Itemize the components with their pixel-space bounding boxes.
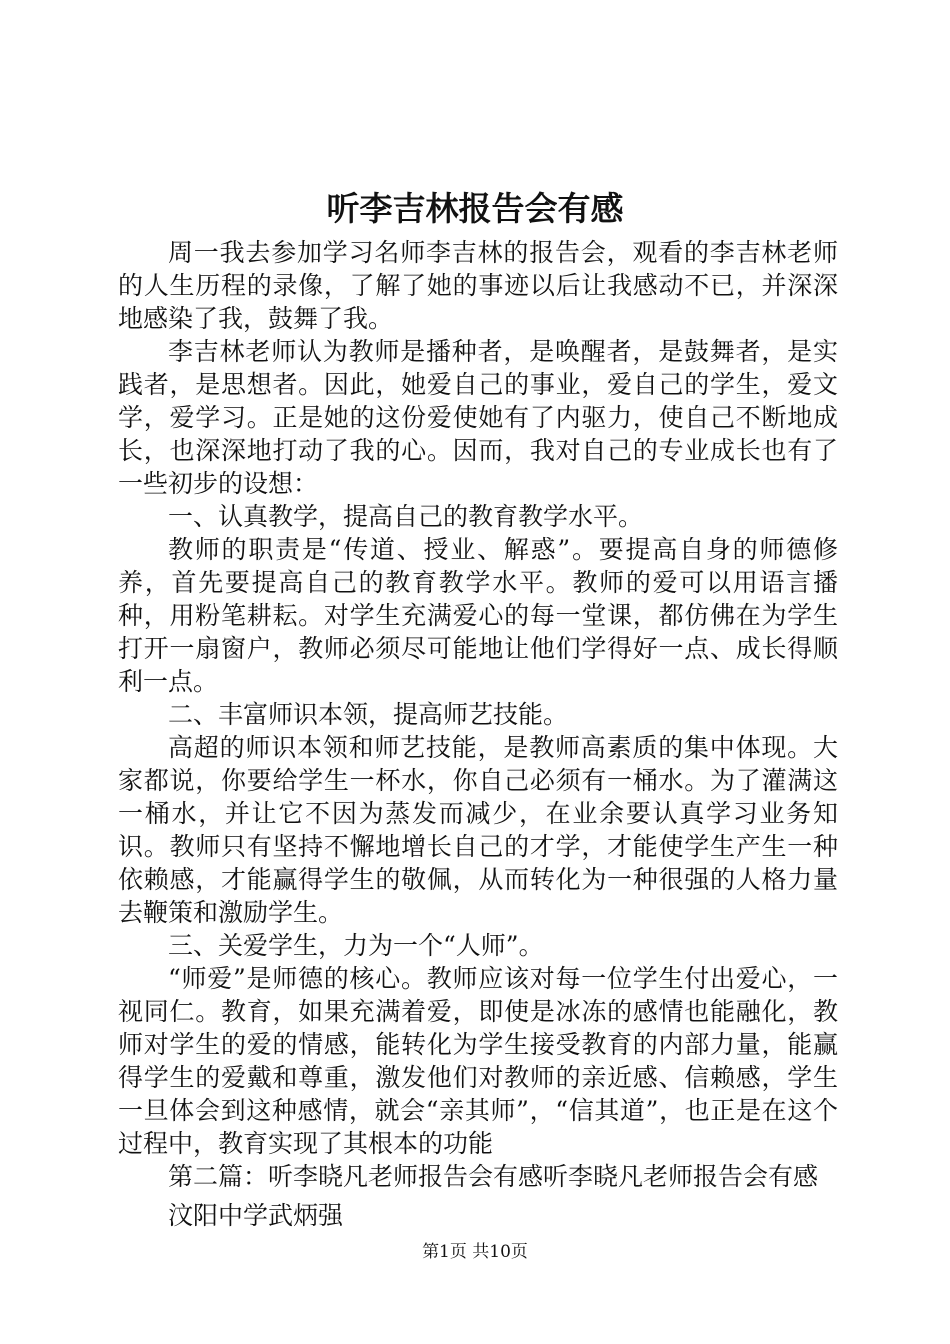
paragraph-section-2: 高超的师识本领和师艺技能，是教师高素质的集中体现。大家都说，你要给学生一杯水，你自己必须有一桶水。为了灌满这一桶水，并让它不因为蒸发而减少，在业余要认真学习业务知识。教师只有坚持不懈地增长自己的才学，才能使学生产生一种依赖感，才能赢得学生的敬佩，从而转化为一种很强的人格力量去鞭策和激励学生。 bbox=[118, 733, 838, 927]
document-body bbox=[118, 236, 838, 1232]
document-title: 听李吉林报告会有感 bbox=[326, 189, 624, 228]
second-article-heading: 第二篇：听李晓凡老师报告会有感听李晓凡老师报告会有感 bbox=[168, 1162, 819, 1191]
section-heading-3: 三、关爱学生，力为一个“人师”。 bbox=[168, 931, 544, 960]
section-heading-1: 一、认真教学，提高自己的教育教学水平。 bbox=[168, 502, 644, 531]
paragraph-views: 李吉林老师认为教师是播种者，是唤醒者，是鼓舞者，是实践者，是思想者。因此，她爱自己的事业，爱自己的学生，爱文学，爱学习。正是她的这份爱使她有了内驱力，使自己不断地成长，也深深地打动了我的心。因而，我对自己的专业成长也有了一些初步的设想： bbox=[118, 337, 838, 498]
page-footer: 第1页 共10页 bbox=[422, 1242, 528, 1262]
paragraph-section-1: 教师的职责是“传道、授业、解惑”。要提高自身的师德修养，首先要提高自己的教育教学水平。教师的爱可以用语言播种，用粉笔耕耘。对学生充满爱心的每一堂课，都仿佛在为学生打开一扇窗户，教师必须尽可能地让他们学得好一点、成长得顺利一点。 bbox=[118, 535, 838, 696]
paragraph-section-3: “师爱”是师德的核心。教师应该对每一位学生付出爱心，一视同仁。教育，如果充满着爱，即使是冰冻的感情也能融化，教师对学生的爱的情感，能转化为学生接受教育的内部力量，能赢得学生的爱戴和尊重，激发他们对教师的亲近感、信赖感，学生一旦体会到这种感情，就会“亲其师”，“信其道”，也正是在这个过程中，教育实现了其根本的功能 bbox=[118, 964, 838, 1158]
section-heading-2: 二、丰富师识本领，提高师艺技能。 bbox=[168, 700, 569, 729]
author-byline: 汶阳中学武炳强 bbox=[168, 1201, 344, 1230]
paragraph-intro: 周一我去参加学习名师李吉林的报告会，观看的李吉林老师的人生历程的录像，了解了她的事迹以后让我感动不已，并深深地感染了我，鼓舞了我。 bbox=[118, 238, 838, 333]
